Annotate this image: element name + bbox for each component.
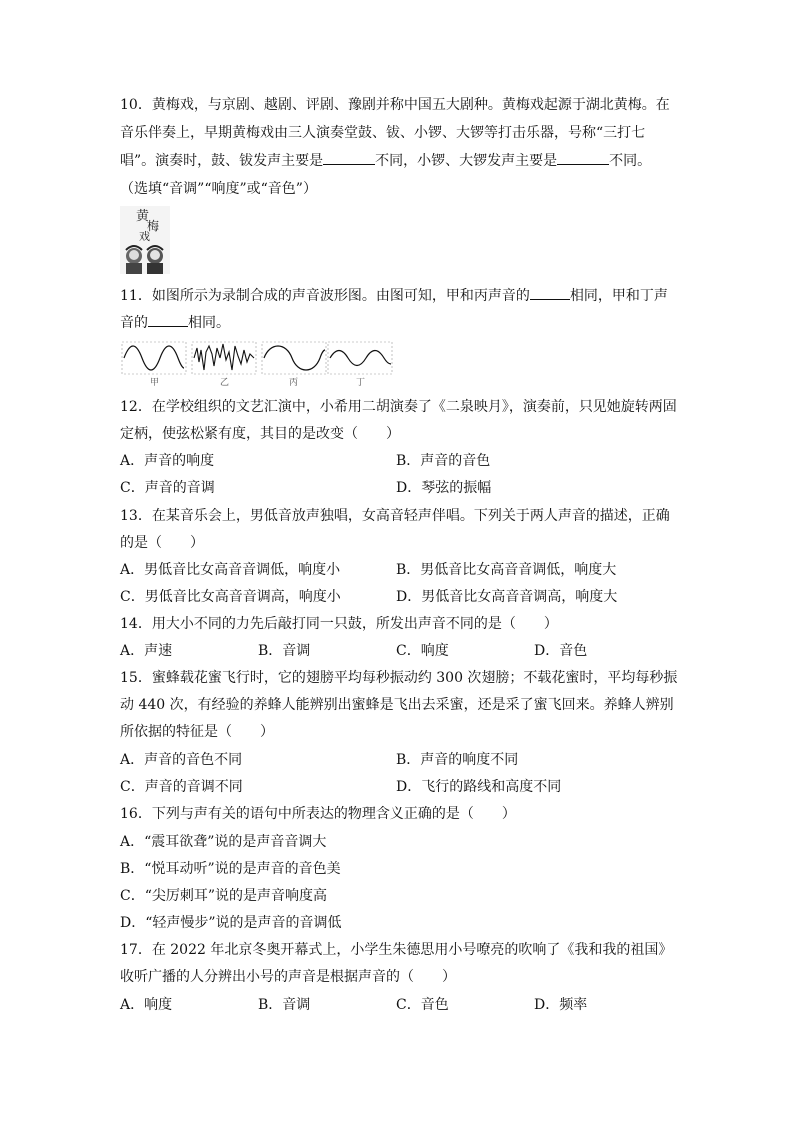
- q11-line2-part2: 相同。: [188, 315, 230, 331]
- q11-line1-part2: 相同，甲和丁声: [569, 288, 668, 304]
- q11-blank-2[interactable]: [148, 314, 188, 327]
- q16-option-a[interactable]: A．“震耳欲聋”说的是声音音调大: [120, 834, 327, 850]
- q10-line4: （选填“音调”“响度”或“音色”）: [120, 181, 317, 197]
- waveform-bing: [262, 342, 326, 374]
- q10-line2: 音乐伴奏上，早期黄梅戏由三人演奏堂鼓、钹、小锣、大锣等打击乐器，号称“三打七: [120, 125, 646, 141]
- q13-line1: 13．在某音乐会上，男低音放声独唱，女高音轻声伴唱。下列关于两人声音的描述，正确: [120, 508, 670, 524]
- q14-option-d[interactable]: D．音色: [534, 643, 588, 659]
- q14-line1: 14．用大小不同的力先后敲打同一只鼓，所发出声音不同的是（ ）: [120, 616, 558, 632]
- q17-line1: 17．在 2022 年北京冬奥开幕式上，小学生朱德思用小号嘹亮的吹响了《我和我的祖国》: [120, 942, 673, 958]
- q11-blank-1[interactable]: [530, 287, 570, 300]
- q14-option-c[interactable]: C．响度: [396, 643, 449, 659]
- q10-line3-part1: 唱”。演奏时，鼓、钹发声主要是: [120, 153, 324, 169]
- q17-line2: 收听广播的人分辨出小号的声音是根据声音的（ ）: [120, 969, 456, 985]
- q15-option-c[interactable]: C．声音的音调不同: [120, 779, 243, 795]
- waveform-jia: [122, 342, 186, 374]
- huangmei-char-3: 戏: [139, 230, 150, 243]
- waveform-yi: [192, 342, 256, 374]
- q15-line1: 15．蜜蜂载花蜜飞行时，它的翅膀平均每秒振动约 300 次翅膀；不载花蜜时，平均每秒振: [120, 670, 678, 686]
- q11-line2-part1: 音的: [120, 315, 148, 331]
- q10-line1: 10．黄梅戏，与京剧、越剧、评剧、豫剧并称中国五大剧种。黄梅戏起源于湖北黄梅。在: [120, 97, 670, 113]
- q15-option-d[interactable]: D．飞行的路线和高度不同: [396, 779, 562, 795]
- q10-blank-2[interactable]: [557, 152, 609, 165]
- q16-option-b[interactable]: B．“悦耳动听”说的是声音的音色美: [120, 861, 341, 877]
- q16-option-c[interactable]: C．“尖厉刺耳”说的是声音响度高: [120, 888, 328, 904]
- q10-line3: [120, 152, 651, 170]
- q13-option-c[interactable]: C．男低音比女高音音调高，响度小: [120, 589, 341, 605]
- q16-line1: 16．下列与声有关的语句中所表达的物理含义正确的是（ ）: [120, 806, 516, 822]
- huangmei-char-2: 梅: [147, 219, 160, 233]
- q11-line2: [120, 314, 230, 332]
- q17-option-c[interactable]: C．音色: [396, 997, 449, 1013]
- q17-option-d[interactable]: D．频率: [534, 997, 588, 1013]
- huangmei-char-1: 黄: [136, 209, 150, 224]
- q10-blank-1[interactable]: [323, 152, 375, 165]
- waveform-ding: [328, 342, 392, 374]
- q10-line3-part3: 不同。: [609, 153, 652, 169]
- q12-option-d[interactable]: D．琴弦的振幅: [396, 480, 492, 496]
- q12-option-a[interactable]: A．声音的响度: [120, 453, 215, 469]
- q13-option-b[interactable]: B．男低音比女高音音调低，响度大: [396, 562, 617, 578]
- q15-line2: 动 440 次，有经验的养蜂人能辨别出蜜蜂是飞出去采蜜，还是采了蜜飞回来。养蜂人辨别: [120, 697, 674, 713]
- q13-option-d[interactable]: D．男低音比女高音音调高，响度大: [396, 589, 618, 605]
- q13-line2: 的是（ ）: [120, 535, 204, 551]
- q13-option-a[interactable]: A．男低音比女高音音调低，响度小: [120, 562, 341, 578]
- q14-option-a[interactable]: A．声速: [120, 643, 173, 659]
- wave-label-jia: 甲: [150, 378, 160, 388]
- q16-option-d[interactable]: D．“轻声慢步”说的是声音的音调低: [120, 915, 342, 931]
- q12-option-c[interactable]: C．声音的音调: [120, 480, 215, 496]
- q14-option-b[interactable]: B．音调: [258, 643, 311, 659]
- q11-line1-part1: 11．如图所示为录制合成的声音波形图。由图可知，甲和丙声音的: [120, 288, 530, 304]
- q17-option-a[interactable]: A．响度: [120, 997, 173, 1013]
- huangmei-opera-image: [120, 206, 170, 274]
- q17-option-b[interactable]: B．音调: [258, 997, 311, 1013]
- q15-option-b[interactable]: B．声音的响度不同: [396, 752, 519, 768]
- wave-label-yi: 乙: [220, 378, 230, 388]
- wave-label-ding: 丁: [356, 378, 366, 388]
- q12-line1: 12．在学校组织的文艺汇演中，小希用二胡演奏了《二泉映月》，演奏前，只见她旋转两固: [120, 399, 677, 415]
- q15-option-a[interactable]: A．声音的音色不同: [120, 752, 243, 768]
- q10-line3-part2: 不同，小锣、大锣发声主要是: [375, 153, 558, 169]
- wave-label-bing: 丙: [289, 378, 299, 388]
- q11-line1: [120, 287, 668, 305]
- q12-line2: 定柄，使弦松紧有度，其目的是改变（ ）: [120, 426, 400, 442]
- q12-option-b[interactable]: B．声音的音色: [396, 453, 491, 469]
- waveform-figure: [120, 340, 395, 388]
- q15-line3: 所依据的特征是（ ）: [120, 724, 274, 740]
